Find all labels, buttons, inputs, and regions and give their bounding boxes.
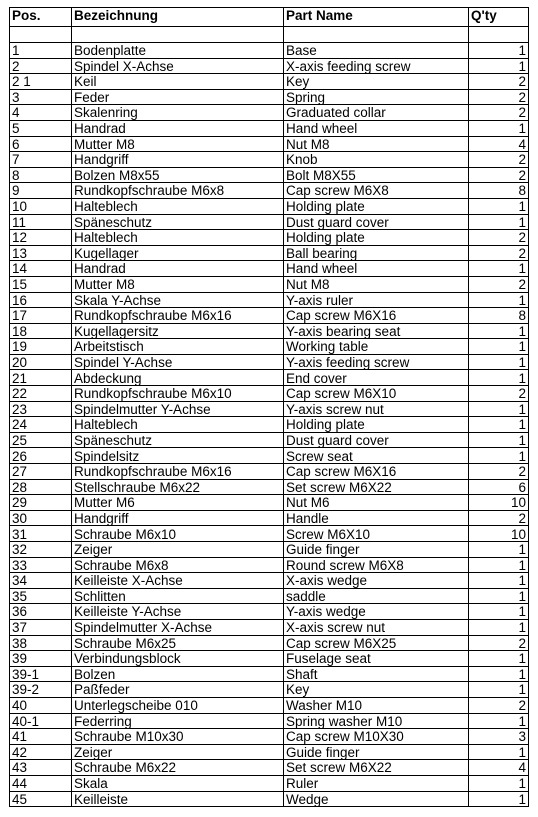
cell-pos: 44 — [10, 775, 72, 791]
cell-bezeichnung: Späneschutz — [72, 214, 284, 230]
cell-qty: 1 — [469, 58, 529, 74]
cell-qty: 1 — [469, 292, 529, 308]
cell-bezeichnung: Stellschraube M6x22 — [72, 479, 284, 495]
cell-bezeichnung: Rundkopfschraube M6x8 — [72, 183, 284, 199]
cell-qty: 2 — [469, 464, 529, 480]
cell-part-name: Guide finger — [284, 744, 469, 760]
cell-bezeichnung: Keilleiste X-Achse — [72, 573, 284, 589]
cell-qty: 1 — [469, 261, 529, 277]
cell-pos: 27 — [10, 464, 72, 480]
cell-bezeichnung: Zeiger — [72, 744, 284, 760]
cell-pos: 17 — [10, 308, 72, 324]
cell-qty: 1 — [469, 744, 529, 760]
cell-bezeichnung: Kugellagersitz — [72, 323, 284, 339]
table-row — [10, 339, 529, 355]
cell-part-name: Cap screw M6X25 — [284, 635, 469, 651]
table-row — [10, 526, 529, 542]
header-bezeichnung: Bezeichnung — [72, 8, 284, 27]
cell-qty: 1 — [469, 214, 529, 230]
table-row — [10, 43, 529, 59]
cell-qty: 1 — [469, 791, 529, 807]
cell-bezeichnung: Zeiger — [72, 542, 284, 558]
table-row — [10, 432, 529, 448]
cell-pos: 40-1 — [10, 713, 72, 729]
table-header — [10, 8, 529, 43]
cell-part-name: Ruler — [284, 775, 469, 791]
cell-qty: 2 — [469, 276, 529, 292]
cell-part-name: Bolt M8X55 — [284, 167, 469, 183]
table-row — [10, 167, 529, 183]
table-row — [10, 651, 529, 667]
cell-part-name: Holding plate — [284, 230, 469, 246]
cell-qty: 1 — [469, 588, 529, 604]
cell-pos: 8 — [10, 167, 72, 183]
cell-qty: 1 — [469, 666, 529, 682]
table-row — [10, 354, 529, 370]
cell-pos: 26 — [10, 448, 72, 464]
table-row — [10, 448, 529, 464]
cell-part-name: Fuselage seat — [284, 651, 469, 667]
cell-bezeichnung: Bolzen M8x55 — [72, 167, 284, 183]
cell-bezeichnung: Skala Y-Achse — [72, 292, 284, 308]
cell-qty: 3 — [469, 729, 529, 745]
cell-pos: 45 — [10, 791, 72, 807]
cell-pos: 2 — [10, 58, 72, 74]
cell-pos: 16 — [10, 292, 72, 308]
cell-bezeichnung: Schraube M6x10 — [72, 526, 284, 542]
cell-bezeichnung: Unterlegscheibe 010 — [72, 697, 284, 713]
table-row — [10, 292, 529, 308]
cell-pos: 6 — [10, 136, 72, 152]
cell-part-name: Y-axis ruler — [284, 292, 469, 308]
cell-part-name: Base — [284, 43, 469, 59]
cell-bezeichnung: Mutter M6 — [72, 495, 284, 511]
cell-qty: 2 — [469, 697, 529, 713]
table-row — [10, 89, 529, 105]
cell-bezeichnung: Mutter M8 — [72, 276, 284, 292]
cell-qty: 1 — [469, 432, 529, 448]
cell-part-name: Key — [284, 74, 469, 90]
cell-bezeichnung: Halteblech — [72, 230, 284, 246]
cell-part-name: Spring — [284, 89, 469, 105]
cell-pos: 7 — [10, 152, 72, 168]
cell-bezeichnung: Handgriff — [72, 510, 284, 526]
cell-part-name: Set screw M6X22 — [284, 479, 469, 495]
cell-qty: 1 — [469, 713, 529, 729]
cell-qty: 1 — [469, 651, 529, 667]
table-row — [10, 619, 529, 635]
cell-part-name: X-axis wedge — [284, 573, 469, 589]
table-row — [10, 261, 529, 277]
cell-qty: 1 — [469, 401, 529, 417]
cell-qty: 2 — [469, 510, 529, 526]
table-row — [10, 136, 529, 152]
cell-part-name: Cap screw M10X30 — [284, 729, 469, 745]
cell-pos: 36 — [10, 604, 72, 620]
cell-part-name: Handle — [284, 510, 469, 526]
header-row — [10, 8, 529, 27]
cell-qty: 4 — [469, 760, 529, 776]
cell-pos: 38 — [10, 635, 72, 651]
cell-qty: 1 — [469, 775, 529, 791]
table-row — [10, 152, 529, 168]
table-row — [10, 386, 529, 402]
table-row — [10, 479, 529, 495]
table-row — [10, 666, 529, 682]
table-row — [10, 744, 529, 760]
cell-part-name: Cap screw M6X16 — [284, 464, 469, 480]
cell-qty: 1 — [469, 417, 529, 433]
cell-part-name: Nut M6 — [284, 495, 469, 511]
table-row — [10, 401, 529, 417]
cell-part-name: X-axis screw nut — [284, 619, 469, 635]
cell-qty: 2 — [469, 152, 529, 168]
cell-bezeichnung: Spindelsitz — [72, 448, 284, 464]
cell-bezeichnung: Handrad — [72, 261, 284, 277]
cell-pos: 33 — [10, 557, 72, 573]
cell-bezeichnung: Handgriff — [72, 152, 284, 168]
table-row — [10, 417, 529, 433]
cell-qty: 6 — [469, 479, 529, 495]
cell-pos: 15 — [10, 276, 72, 292]
cell-pos: 31 — [10, 526, 72, 542]
table-row — [10, 245, 529, 261]
cell-qty: 2 — [469, 105, 529, 121]
cell-part-name: End cover — [284, 370, 469, 386]
header-pos: Pos. — [10, 8, 72, 27]
cell-part-name: Spring washer M10 — [284, 713, 469, 729]
cell-bezeichnung: Bodenplatte — [72, 43, 284, 59]
table-row — [10, 74, 529, 90]
cell-part-name: Y-axis wedge — [284, 604, 469, 620]
cell-qty: 2 — [469, 230, 529, 246]
cell-qty: 1 — [469, 339, 529, 355]
cell-pos: 2 1 — [10, 74, 72, 90]
cell-part-name: Shaft — [284, 666, 469, 682]
cell-bezeichnung: Kugellager — [72, 245, 284, 261]
cell-pos: 39-1 — [10, 666, 72, 682]
cell-qty: 1 — [469, 43, 529, 59]
cell-bezeichnung: Spindelmutter Y-Achse — [72, 401, 284, 417]
cell-qty: 1 — [469, 370, 529, 386]
cell-pos: 39-2 — [10, 682, 72, 698]
table-row — [10, 604, 529, 620]
table-row — [10, 682, 529, 698]
cell-part-name: Holding plate — [284, 198, 469, 214]
cell-pos: 43 — [10, 760, 72, 776]
cell-qty: 2 — [469, 89, 529, 105]
cell-qty: 4 — [469, 136, 529, 152]
cell-pos: 14 — [10, 261, 72, 277]
cell-pos: 32 — [10, 542, 72, 558]
cell-qty: 2 — [469, 635, 529, 651]
table-row — [10, 635, 529, 651]
cell-pos: 29 — [10, 495, 72, 511]
cell-bezeichnung: Spindel X-Achse — [72, 58, 284, 74]
cell-pos: 11 — [10, 214, 72, 230]
cell-part-name: Y-axis feeding screw — [284, 354, 469, 370]
table-row — [10, 120, 529, 136]
cell-pos: 20 — [10, 354, 72, 370]
cell-bezeichnung: Schlitten — [72, 588, 284, 604]
cell-part-name: Dust guard cover — [284, 432, 469, 448]
cell-part-name: Round screw M6X8 — [284, 557, 469, 573]
cell-qty: 1 — [469, 354, 529, 370]
header-qty: Q'ty — [469, 8, 529, 27]
cell-pos: 41 — [10, 729, 72, 745]
table-row — [10, 495, 529, 511]
cell-pos: 12 — [10, 230, 72, 246]
cell-part-name: Hand wheel — [284, 261, 469, 277]
table-row — [10, 542, 529, 558]
cell-qty: 10 — [469, 526, 529, 542]
cell-qty: 8 — [469, 308, 529, 324]
cell-qty: 1 — [469, 604, 529, 620]
cell-bezeichnung: Arbeitstisch — [72, 339, 284, 355]
cell-bezeichnung: Feder — [72, 89, 284, 105]
cell-pos: 24 — [10, 417, 72, 433]
table-row — [10, 729, 529, 745]
cell-part-name: Wedge — [284, 791, 469, 807]
table-row — [10, 183, 529, 199]
cell-part-name: Ball bearing — [284, 245, 469, 261]
cell-qty: 1 — [469, 619, 529, 635]
cell-part-name: Screw seat — [284, 448, 469, 464]
cell-pos: 9 — [10, 183, 72, 199]
table-row — [10, 323, 529, 339]
cell-bezeichnung: Schraube M6x8 — [72, 557, 284, 573]
cell-bezeichnung: Paßfeder — [72, 682, 284, 698]
parts-list-table — [9, 7, 529, 807]
cell-bezeichnung: Rundkopfschraube M6x16 — [72, 464, 284, 480]
cell-bezeichnung: Keil — [72, 74, 284, 90]
cell-qty: 1 — [469, 557, 529, 573]
cell-qty: 2 — [469, 167, 529, 183]
cell-bezeichnung: Mutter M8 — [72, 136, 284, 152]
cell-bezeichnung: Keilleiste Y-Achse — [72, 604, 284, 620]
cell-pos: 25 — [10, 432, 72, 448]
cell-part-name: Guide finger — [284, 542, 469, 558]
table-row — [10, 58, 529, 74]
cell-pos: 39 — [10, 651, 72, 667]
cell-qty: 1 — [469, 198, 529, 214]
cell-part-name: Nut M8 — [284, 136, 469, 152]
cell-pos: 18 — [10, 323, 72, 339]
header-part-name: Part Name — [284, 8, 469, 27]
table-row — [10, 214, 529, 230]
cell-bezeichnung: Skalenring — [72, 105, 284, 121]
cell-pos: 5 — [10, 120, 72, 136]
cell-bezeichnung: Abdeckung — [72, 370, 284, 386]
cell-part-name: Hand wheel — [284, 120, 469, 136]
cell-pos: 19 — [10, 339, 72, 355]
cell-pos: 23 — [10, 401, 72, 417]
cell-qty: 2 — [469, 74, 529, 90]
cell-bezeichnung: Spindel Y-Achse — [72, 354, 284, 370]
table-row — [10, 588, 529, 604]
cell-part-name: Y-axis screw nut — [284, 401, 469, 417]
table-row — [10, 791, 529, 807]
cell-pos: 40 — [10, 697, 72, 713]
table-row — [10, 573, 529, 589]
table-row — [10, 510, 529, 526]
cell-part-name: Graduated collar — [284, 105, 469, 121]
cell-part-name: Knob — [284, 152, 469, 168]
cell-qty: 1 — [469, 323, 529, 339]
cell-part-name: Dust guard cover — [284, 214, 469, 230]
table-row — [10, 713, 529, 729]
cell-part-name: Holding plate — [284, 417, 469, 433]
cell-bezeichnung: Skala — [72, 775, 284, 791]
cell-qty: 1 — [469, 120, 529, 136]
cell-part-name: Nut M8 — [284, 276, 469, 292]
cell-part-name: saddle — [284, 588, 469, 604]
cell-pos: 30 — [10, 510, 72, 526]
cell-bezeichnung: Rundkopfschraube M6x10 — [72, 386, 284, 402]
cell-bezeichnung: Schraube M6x25 — [72, 635, 284, 651]
table-row — [10, 697, 529, 713]
table-row — [10, 557, 529, 573]
cell-qty: 2 — [469, 386, 529, 402]
table-row — [10, 775, 529, 791]
table-body — [10, 43, 529, 807]
cell-part-name: Screw M6X10 — [284, 526, 469, 542]
cell-bezeichnung: Rundkopfschraube M6x16 — [72, 308, 284, 324]
cell-qty: 1 — [469, 448, 529, 464]
cell-pos: 37 — [10, 619, 72, 635]
cell-pos: 1 — [10, 43, 72, 59]
cell-qty: 10 — [469, 495, 529, 511]
cell-part-name: Cap screw M6X16 — [284, 308, 469, 324]
cell-bezeichnung: Verbindungsblock — [72, 651, 284, 667]
cell-qty: 1 — [469, 573, 529, 589]
cell-bezeichnung: Spindelmutter X-Achse — [72, 619, 284, 635]
table-row — [10, 308, 529, 324]
cell-pos: 4 — [10, 105, 72, 121]
cell-part-name: Cap screw M6X8 — [284, 183, 469, 199]
cell-bezeichnung: Halteblech — [72, 198, 284, 214]
cell-bezeichnung: Handrad — [72, 120, 284, 136]
cell-qty: 1 — [469, 542, 529, 558]
cell-pos: 22 — [10, 386, 72, 402]
cell-part-name: Key — [284, 682, 469, 698]
cell-bezeichnung: Federring — [72, 713, 284, 729]
table-row — [10, 230, 529, 246]
cell-part-name: Y-axis bearing seat — [284, 323, 469, 339]
cell-pos: 21 — [10, 370, 72, 386]
cell-bezeichnung: Schraube M10x30 — [72, 729, 284, 745]
cell-part-name: Working table — [284, 339, 469, 355]
table-row — [10, 370, 529, 386]
cell-pos: 42 — [10, 744, 72, 760]
cell-pos: 34 — [10, 573, 72, 589]
table-row — [10, 760, 529, 776]
cell-part-name: Washer M10 — [284, 697, 469, 713]
cell-part-name: X-axis feeding screw — [284, 58, 469, 74]
empty-row — [10, 27, 529, 43]
cell-bezeichnung: Späneschutz — [72, 432, 284, 448]
cell-bezeichnung: Halteblech — [72, 417, 284, 433]
cell-bezeichnung: Schraube M6x22 — [72, 760, 284, 776]
cell-qty: 2 — [469, 245, 529, 261]
cell-part-name: Cap screw M6X10 — [284, 386, 469, 402]
cell-qty: 8 — [469, 183, 529, 199]
cell-part-name: Set screw M6X22 — [284, 760, 469, 776]
cell-pos: 35 — [10, 588, 72, 604]
cell-bezeichnung: Bolzen — [72, 666, 284, 682]
table-row — [10, 276, 529, 292]
cell-pos: 13 — [10, 245, 72, 261]
cell-pos: 3 — [10, 89, 72, 105]
cell-pos: 28 — [10, 479, 72, 495]
cell-pos: 10 — [10, 198, 72, 214]
cell-bezeichnung: Keilleiste — [72, 791, 284, 807]
table-row — [10, 105, 529, 121]
table-row — [10, 198, 529, 214]
table-row — [10, 464, 529, 480]
cell-qty: 1 — [469, 682, 529, 698]
